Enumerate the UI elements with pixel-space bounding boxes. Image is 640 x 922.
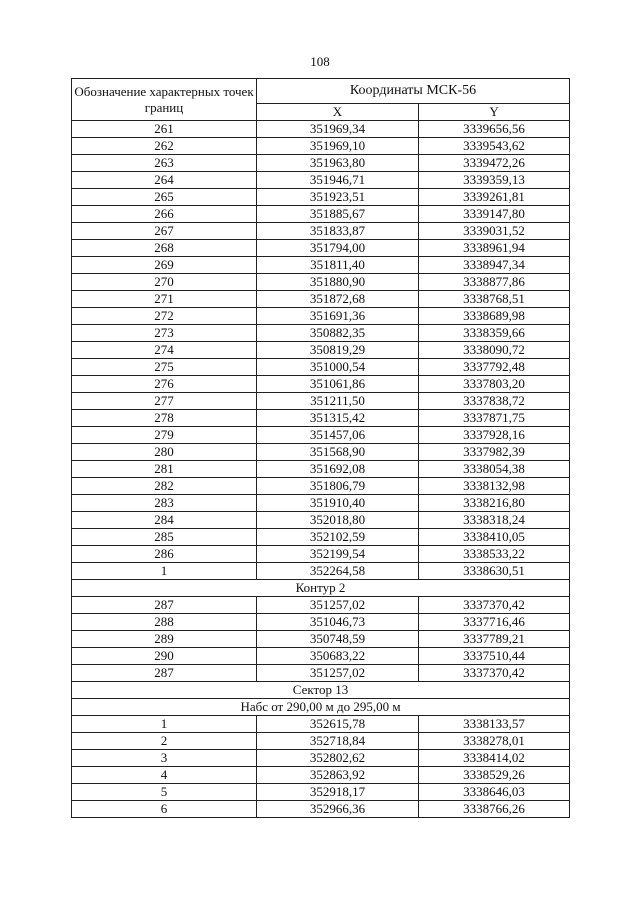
table-row: [72, 529, 570, 546]
x-coordinate-cell: 351969,10: [257, 138, 419, 155]
table-row: [72, 189, 570, 206]
point-id-cell: 3: [72, 750, 257, 767]
table-row: [72, 223, 570, 240]
y-coordinate-cell: 3338961,94: [419, 240, 570, 257]
table-row: [72, 427, 570, 444]
point-id-cell: 266: [72, 206, 257, 223]
point-id-cell: 270: [72, 274, 257, 291]
x-coordinate-cell: 351872,68: [257, 291, 419, 308]
x-coordinate-cell: 351457,06: [257, 427, 419, 444]
y-coordinate-cell: 3337871,75: [419, 410, 570, 427]
x-coordinate-cell: 351806,79: [257, 478, 419, 495]
table-row: [72, 648, 570, 665]
table-row: [72, 121, 570, 138]
x-coordinate-cell: 352966,36: [257, 801, 419, 818]
y-coordinate-cell: 3339359,13: [419, 172, 570, 189]
x-coordinate-cell: 352102,59: [257, 529, 419, 546]
y-coordinate-cell: 3338216,80: [419, 495, 570, 512]
x-coordinate-cell: 351969,34: [257, 121, 419, 138]
y-coordinate-cell: 3338689,98: [419, 308, 570, 325]
y-coordinate-cell: 3338533,22: [419, 546, 570, 563]
point-id-cell: 276: [72, 376, 257, 393]
point-id-cell: 6: [72, 801, 257, 818]
table-row: [72, 444, 570, 461]
x-coordinate-cell: 351885,67: [257, 206, 419, 223]
y-coordinate-cell: 3337789,21: [419, 631, 570, 648]
point-column-header: Обозначение характерных точек границ: [72, 79, 257, 121]
x-coordinate-cell: 351833,87: [257, 223, 419, 240]
y-coordinate-cell: 3337792,48: [419, 359, 570, 376]
y-coordinate-cell: 3339543,62: [419, 138, 570, 155]
point-id-cell: 281: [72, 461, 257, 478]
table-row: [72, 512, 570, 529]
coordinate-system-header: Координаты МСК-56: [257, 79, 570, 104]
x-coordinate-cell: 350819,29: [257, 342, 419, 359]
y-coordinate-cell: 3338090,72: [419, 342, 570, 359]
point-id-cell: 287: [72, 597, 257, 614]
point-id-cell: 268: [72, 240, 257, 257]
table-row: [72, 750, 570, 767]
section-label: Набс от 290,00 м до 295,00 м: [72, 699, 570, 716]
x-coordinate-cell: 351691,36: [257, 308, 419, 325]
y-coordinate-cell: 3339261,81: [419, 189, 570, 206]
point-id-cell: 1: [72, 716, 257, 733]
point-id-cell: 4: [72, 767, 257, 784]
x-coordinate-cell: 351946,71: [257, 172, 419, 189]
table-row: [72, 597, 570, 614]
x-coordinate-cell: 351061,86: [257, 376, 419, 393]
y-coordinate-cell: 3337982,39: [419, 444, 570, 461]
coordinates-table: [71, 78, 570, 818]
y-coordinate-cell: 3337716,46: [419, 614, 570, 631]
y-coordinate-cell: 3337928,16: [419, 427, 570, 444]
point-id-cell: 286: [72, 546, 257, 563]
point-id-cell: 269: [72, 257, 257, 274]
x-coordinate-cell: 351692,08: [257, 461, 419, 478]
point-id-cell: 271: [72, 291, 257, 308]
table-row: [72, 733, 570, 750]
x-coordinate-cell: 351257,02: [257, 665, 419, 682]
point-id-cell: 267: [72, 223, 257, 240]
section-row: [72, 580, 570, 597]
y-coordinate-cell: 3338278,01: [419, 733, 570, 750]
table-row: [72, 240, 570, 257]
y-coordinate-cell: 3338410,05: [419, 529, 570, 546]
table-row: [72, 291, 570, 308]
point-id-cell: 273: [72, 325, 257, 342]
x-coordinate-cell: 351315,42: [257, 410, 419, 427]
x-coordinate-cell: 350748,59: [257, 631, 419, 648]
table-row: [72, 495, 570, 512]
point-id-cell: 275: [72, 359, 257, 376]
section-row: [72, 699, 570, 716]
x-coordinate-cell: 352264,58: [257, 563, 419, 580]
y-coordinate-cell: 3338132,98: [419, 478, 570, 495]
page-number: 108: [310, 54, 330, 69]
y-coordinate-cell: 3338359,66: [419, 325, 570, 342]
table-row: [72, 461, 570, 478]
point-id-cell: 290: [72, 648, 257, 665]
x-coordinate-cell: 351000,54: [257, 359, 419, 376]
y-coordinate-cell: 3339472,26: [419, 155, 570, 172]
point-id-cell: 285: [72, 529, 257, 546]
x-coordinate-cell: 352918,17: [257, 784, 419, 801]
x-coordinate-cell: 351811,40: [257, 257, 419, 274]
x-coordinate-cell: 351211,50: [257, 393, 419, 410]
x-coordinate-cell: 352863,92: [257, 767, 419, 784]
x-coordinate-cell: 351568,90: [257, 444, 419, 461]
y-coordinate-cell: 3338877,86: [419, 274, 570, 291]
point-id-cell: 2: [72, 733, 257, 750]
x-coordinate-cell: 352615,78: [257, 716, 419, 733]
table-row: [72, 155, 570, 172]
y-column-header: Y: [419, 104, 570, 121]
point-id-cell: 262: [72, 138, 257, 155]
point-id-cell: 284: [72, 512, 257, 529]
x-coordinate-cell: 351880,90: [257, 274, 419, 291]
table-row: [72, 376, 570, 393]
x-coordinate-cell: 351923,51: [257, 189, 419, 206]
y-coordinate-cell: 3337838,72: [419, 393, 570, 410]
table-row: [72, 784, 570, 801]
y-coordinate-cell: 3337370,42: [419, 597, 570, 614]
y-coordinate-cell: 3338646,03: [419, 784, 570, 801]
x-coordinate-cell: 351794,00: [257, 240, 419, 257]
point-id-cell: 287: [72, 665, 257, 682]
table-row: [72, 478, 570, 495]
point-id-cell: 282: [72, 478, 257, 495]
y-coordinate-cell: 3338947,34: [419, 257, 570, 274]
x-coordinate-cell: 352199,54: [257, 546, 419, 563]
point-id-cell: 279: [72, 427, 257, 444]
table-row: [72, 359, 570, 376]
table-row: [72, 206, 570, 223]
y-coordinate-cell: 3338768,51: [419, 291, 570, 308]
x-column-header: X: [257, 104, 419, 121]
section-label: Сектор 13: [72, 682, 570, 699]
table-row: [72, 257, 570, 274]
x-coordinate-cell: 351963,80: [257, 155, 419, 172]
y-coordinate-cell: 3338414,02: [419, 750, 570, 767]
point-id-cell: 280: [72, 444, 257, 461]
y-coordinate-cell: 3337370,42: [419, 665, 570, 682]
section-row: [72, 682, 570, 699]
y-coordinate-cell: 3339031,52: [419, 223, 570, 240]
table-row: [72, 767, 570, 784]
x-coordinate-cell: 350882,35: [257, 325, 419, 342]
table-row: [72, 563, 570, 580]
y-coordinate-cell: 3339147,80: [419, 206, 570, 223]
x-coordinate-cell: 352018,80: [257, 512, 419, 529]
point-id-cell: 274: [72, 342, 257, 359]
point-id-cell: 264: [72, 172, 257, 189]
point-id-cell: 277: [72, 393, 257, 410]
table-row: [72, 716, 570, 733]
point-id-cell: 272: [72, 308, 257, 325]
table-body: [72, 121, 570, 818]
point-id-cell: 278: [72, 410, 257, 427]
y-coordinate-cell: 3338133,57: [419, 716, 570, 733]
table-row: [72, 308, 570, 325]
y-coordinate-cell: 3337510,44: [419, 648, 570, 665]
x-coordinate-cell: 352718,84: [257, 733, 419, 750]
table-row: [72, 546, 570, 563]
y-coordinate-cell: 3338054,38: [419, 461, 570, 478]
point-id-cell: 283: [72, 495, 257, 512]
table-row: [72, 631, 570, 648]
y-coordinate-cell: 3337803,20: [419, 376, 570, 393]
table-row: [72, 665, 570, 682]
y-coordinate-cell: 3338318,24: [419, 512, 570, 529]
table-row: [72, 274, 570, 291]
point-id-cell: 265: [72, 189, 257, 206]
section-label: Контур 2: [72, 580, 570, 597]
table-row: [72, 393, 570, 410]
point-id-cell: 5: [72, 784, 257, 801]
table-row: [72, 410, 570, 427]
table-row: [72, 614, 570, 631]
point-id-cell: 1: [72, 563, 257, 580]
x-coordinate-cell: 352802,62: [257, 750, 419, 767]
point-id-cell: 263: [72, 155, 257, 172]
x-coordinate-cell: 350683,22: [257, 648, 419, 665]
x-coordinate-cell: 351257,02: [257, 597, 419, 614]
point-id-cell: 261: [72, 121, 257, 138]
table-row: [72, 138, 570, 155]
y-coordinate-cell: 3338630,51: [419, 563, 570, 580]
x-coordinate-cell: 351910,40: [257, 495, 419, 512]
y-coordinate-cell: 3339656,56: [419, 121, 570, 138]
x-coordinate-cell: 351046,73: [257, 614, 419, 631]
point-id-cell: 289: [72, 631, 257, 648]
y-coordinate-cell: 3338529,26: [419, 767, 570, 784]
point-id-cell: 288: [72, 614, 257, 631]
table-row: [72, 801, 570, 818]
y-coordinate-cell: 3338766,26: [419, 801, 570, 818]
table-row: [72, 325, 570, 342]
table-row: [72, 172, 570, 189]
table-row: [72, 342, 570, 359]
